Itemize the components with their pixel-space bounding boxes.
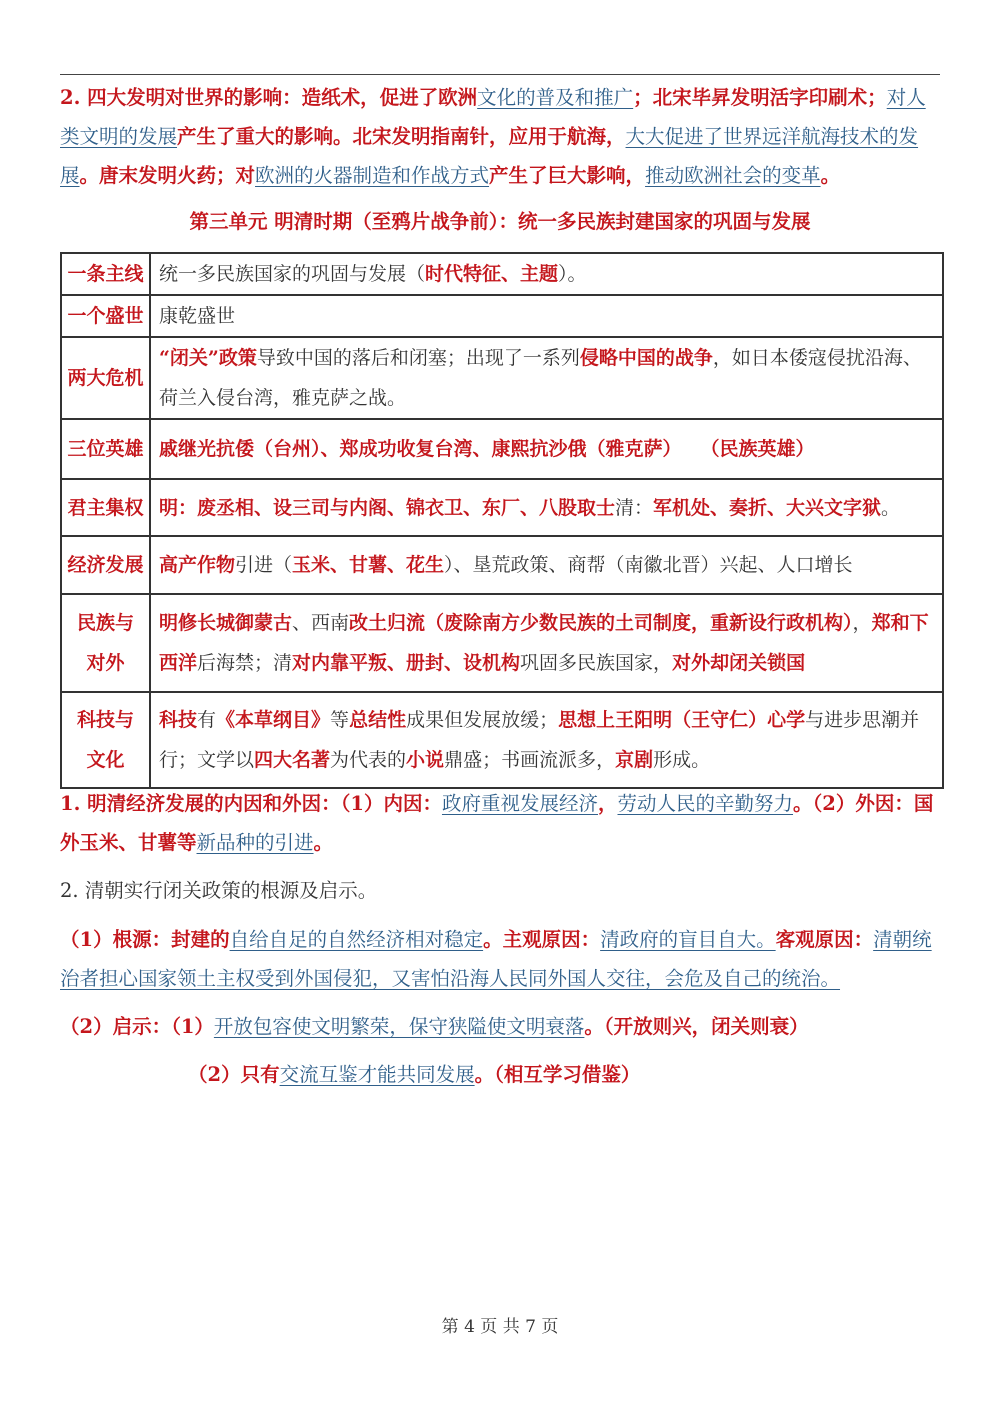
emphasis-text: （2）只有 — [188, 1063, 280, 1086]
emphasis-text: 。（相互学习借鉴） — [474, 1063, 641, 1086]
emphasis-text: 。（2）外因：国外玉米、甘薯等 — [60, 792, 934, 854]
underlined-phrase: 交流互鉴才能共同发展 — [279, 1063, 475, 1086]
emphasis-text: 郑和下西洋 — [159, 612, 929, 674]
table-row — [61, 337, 943, 419]
emphasis-text: 。主观原因： — [483, 928, 601, 951]
row-label: 三位英雄 — [61, 419, 150, 479]
text-run: 鼎盛；书画流派多， — [444, 749, 616, 771]
emphasis-text: 思想上王阳明（王守仁）心学 — [558, 709, 806, 731]
table-row — [61, 594, 943, 692]
emphasis-text: 军机处、奏折、大兴文字狱 — [653, 496, 882, 519]
row-label: 一个盛世 — [61, 295, 150, 337]
text-run: 。 — [881, 496, 901, 519]
emphasis-text: 对外却闭关锁国 — [672, 652, 806, 674]
text-run: 与进步思潮并行；文学以 — [159, 709, 920, 771]
emphasis-text: 1. 明清经济发展的内因和外因：（1）内因： — [60, 792, 442, 815]
underlined-phrase: 劳动人民的辛勤努力 — [617, 792, 794, 815]
underlined-phrase: 清政府的盲目自大。 — [600, 928, 776, 951]
note-closed-door-root — [60, 920, 940, 998]
underlined-phrase: 对人类文明的发展 — [60, 86, 926, 148]
emphasis-text: 产生了巨大影响， — [489, 164, 646, 187]
paragraph-four-inventions — [60, 78, 940, 195]
text-run: 导致中国的落后和闭塞；出现了一系列 — [256, 347, 580, 369]
page-footer: 第 4 页 共 7 页 — [441, 1317, 559, 1337]
emphasis-text: （2）启示：（1） — [60, 1015, 214, 1038]
emphasis-text: 。 — [820, 164, 841, 187]
text-run: ，如日本倭寇侵扰沿海、荷兰入侵台湾，雅克萨之战。 — [159, 347, 922, 409]
text-run: ）。 — [558, 263, 587, 285]
table-row — [61, 419, 943, 479]
text-run: 成果但发展放缓； — [406, 709, 559, 731]
text-run: 康乾盛世 — [159, 305, 236, 327]
emphasis-text: 戚继光抗倭（台州）、郑成功收复台湾、康熙抗沙俄（雅克萨） （民族英雄） — [159, 438, 815, 460]
note-closed-door-insight-2 — [188, 1055, 938, 1094]
emphasis-text: 总结性 — [349, 709, 407, 731]
emphasis-text: 产生了重大的影响。北宋发明指南针，应用于航海， — [177, 125, 626, 148]
emphasis-text: 明修长城御蒙古 — [159, 612, 293, 634]
underlined-phrase: 推动欧洲社会的变革 — [645, 164, 821, 187]
emphasis-text: 京剧 — [615, 749, 654, 771]
emphasis-text: 玉米、甘薯、花生 — [292, 554, 445, 576]
emphasis-text: 《本草纲目》 — [216, 709, 331, 731]
emphasis-text: ；北宋毕昇发明活字印刷术； — [633, 86, 887, 109]
row-content — [150, 419, 943, 479]
text-run: 形成。 — [653, 749, 711, 771]
emphasis-text: 侵略中国的战争 — [579, 347, 713, 369]
text-run: 巩固多民族国家， — [520, 652, 673, 674]
emphasis-text: 时代特征、主题 — [425, 263, 559, 285]
row-content — [150, 337, 943, 419]
row-content — [150, 253, 943, 295]
text-run: 有 — [197, 709, 217, 731]
emphasis-text: 四大名著 — [254, 749, 331, 771]
underlined-phrase: 政府重视发展经济 — [441, 792, 598, 815]
emphasis-text: 客观原因： — [775, 928, 874, 951]
text-run: 统一多民族国家的巩固与发展（ — [159, 263, 426, 285]
emphasis-text: ， — [597, 792, 618, 815]
table-row — [61, 479, 943, 536]
unit-title: 第三单元 明清时期（至鸦片战争前）：统一多民族封建国家的巩固与发展 — [189, 210, 811, 233]
emphasis-text: 。唐末发明火药；对 — [79, 164, 256, 187]
note-closed-door-title — [60, 871, 940, 910]
underlined-phrase: 清朝统治者担心国家领土主权受到外国侵犯，又害怕沿海人民同外国人交往，会危及自己的统治。 — [60, 928, 932, 990]
emphasis-text: 。（开放则兴，闭关则衰） — [584, 1015, 809, 1038]
underlined-phrase: 开放包容使文明繁荣，保守狭隘使文明衰落 — [213, 1015, 585, 1038]
table-row — [61, 253, 943, 295]
row-label: 民族与 对外 — [61, 594, 150, 692]
text-run: 等 — [330, 709, 350, 731]
row-content — [150, 536, 943, 594]
row-content — [150, 594, 943, 692]
row-content — [150, 295, 943, 337]
emphasis-text: 高产作物 — [159, 554, 236, 576]
underlined-phrase: 新品种的引进 — [196, 831, 314, 854]
text-run: 后海禁；清 — [197, 652, 293, 674]
emphasis-text: 2. 四大发明对世界的影响：造纸术，促进了欧洲 — [60, 86, 478, 109]
row-label: 两大危机 — [61, 337, 150, 419]
underlined-phrase: 自给自足的自然经济相对稳定 — [229, 928, 484, 951]
emphasis-text: “闭关”政策 — [159, 347, 257, 369]
row-label: 科技与 文化 — [61, 692, 150, 788]
row-label: 经济发展 — [61, 536, 150, 594]
emphasis-text: 小说 — [406, 749, 445, 771]
table-row — [61, 295, 943, 337]
text-run: ）、垦荒政策、商帮（南徽北晋）兴起、人口增长 — [444, 554, 853, 576]
emphasis-text: 改土归流（废除南方少数民族的土司制度，重新设行政机构） — [349, 612, 853, 634]
emphasis-text: 。 — [313, 831, 334, 854]
underlined-phrase: 大大促进了世界远洋航海技术的发展 — [60, 125, 919, 187]
top-rule — [60, 74, 940, 75]
text-run: ， — [852, 612, 872, 634]
emphasis-text: 对内靠平叛、册封、设机构 — [292, 652, 521, 674]
row-content — [150, 692, 943, 788]
row-label: 君主集权 — [61, 479, 150, 536]
emphasis-text: 明：废丞相、设三司与内阁、锦衣卫、东厂、八股取士 — [159, 496, 616, 519]
underlined-phrase: 文化的普及和推广 — [477, 86, 634, 109]
emphasis-text: （1）根源：封建的 — [60, 928, 230, 951]
table-row — [61, 536, 943, 594]
text-run: 为代表的 — [330, 749, 407, 771]
emphasis-text: 科技 — [159, 709, 198, 731]
summary-table — [60, 252, 944, 789]
row-label: 一条主线 — [61, 253, 150, 295]
underlined-phrase: 欧洲的火器制造和作战方式 — [255, 164, 490, 187]
text-run: 、西南 — [292, 612, 350, 634]
note-closed-door-insight — [60, 1007, 940, 1046]
text-run: 2. 清朝实行闭关政策的根源及启示。 — [60, 879, 378, 902]
row-content — [150, 479, 943, 536]
text-run: 引进（ — [235, 554, 293, 576]
note-economy-causes — [60, 784, 940, 862]
table-row — [61, 692, 943, 788]
text-run: 清： — [615, 496, 654, 519]
